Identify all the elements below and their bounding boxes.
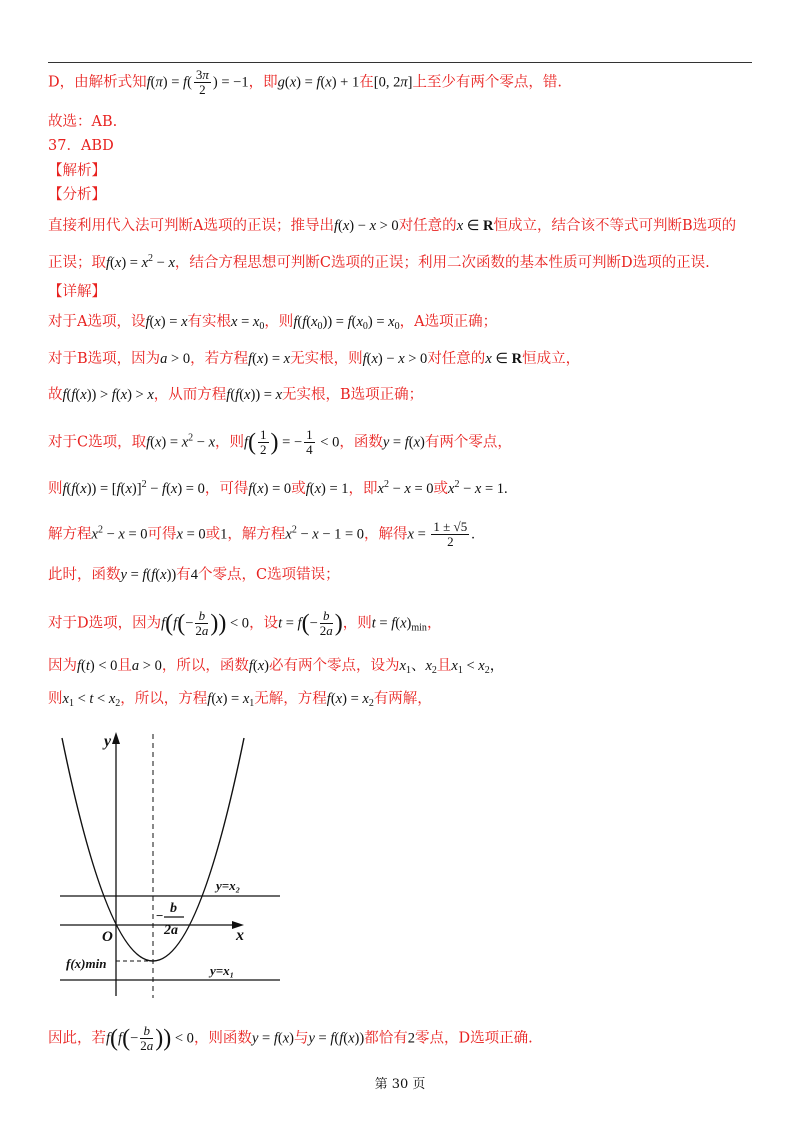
final-conclusion: 因此，若f(f(− $\frac{b}{2a}$ )) < 0，则函数y = f(x)与y = f(f(x))都恰有2零点，D选项正确. [48,1023,533,1053]
line-y-x1-label: y=x₁ [210,963,235,978]
option-d-because: 因为f(t) < 0且a > 0，所以，函数f(x)必有两个零点，设为$x_1$、$x_2$且$x_1 < x_2$， [48,658,505,676]
header-rule [48,62,752,63]
vertex-frac-num: b [170,901,177,916]
option-d-then: 则$x_1 < t < x_2$，所以，方程$f(x) = x_1$无解，方程$f(x) = x_2$有两解， [48,691,432,709]
parabola-figure [48,728,308,1028]
origin-label: O [102,929,113,945]
option-c-equation: 则$f(f(x)) = [f(x)]^2 - f(x) = 0$，可得f(x) = 0或f(x) = 1，即$x^2 - x = 0$或$x^2 - x = 1$. [48,479,508,497]
section-fenxi: 【分析】 [48,187,106,203]
line-y-x2-label: y=x₂ [216,878,241,893]
x-axis-label: x [236,927,244,944]
vertex-label: f(x)min [66,956,107,971]
option-c: 对于C选项，取$f(x) = x^2 - x$，则f( $\frac{1}{2}$ ) = − $\frac{1}{4}$ < 0，函数y = f(x)有两个零点， [48,427,512,457]
option-d: 对于D选项，因为f(f(− $\frac{b}{2a}$ )) < 0，设t = f(− $\frac{b}{2a}$ )，则$t = f(x)_{min}$， [48,608,442,638]
section-jiexi: 【解析】 [48,163,106,179]
vertex-minus: − [156,908,164,923]
y-axis-label: y [104,733,112,750]
option-b: 对于B选项，因为a > 0，若方程f(x) = x无实根，则f(x) − x > 0对任意的x ∈ R恒成立， [48,351,581,367]
analysis-line-2: 正误；取$f(x) = x^2 - x$，结合方程思想可判断C选项的正误；利用二次函数的基本性质可判断D选项的正误. [48,253,710,271]
vertex-frac-den: 2a [164,923,178,938]
option-d-conclusion: D，由解析式知f(π) = f( $\frac{3\pi}{2}$ ) = −1，即g(x) = f(x) + 1在[0, 2π]上至少有两个零点，错. [48,67,563,97]
page-number: 第 30 页 [374,1077,426,1092]
y-axis-arrow [112,732,120,744]
option-b-conclusion: 故f(f(x)) > f(x) > x，从而方程f(f(x)) = x无实根，B选项正确； [48,387,424,403]
analysis-line-1: 直接利用代入法可判断A选项的正误；推导出f(x) − x > 0对任意的x ∈ R恒成立，结合该不等式可判断B选项的 [48,218,737,234]
option-a: 对于A选项，设f(x) = x有实根$x = x_0$，则$f(f(x_0)) = f(x_0) = x_0$，A选项正确； [48,314,498,332]
question-number: 37．ABD [48,138,114,154]
option-c-solve: 解方程$x^2 - x = 0$可得x = 0或1，解方程$x^2 - x - 1 = 0$，解得x = $\frac{1 \pm √5}{2}$ . [48,519,475,549]
option-c-zeros: 此时，函数y = f(f(x))有4个零点，C选项错误； [48,567,340,583]
answer-choice: 故选：AB. [48,114,118,130]
section-xiangjie: 【详解】 [48,284,106,300]
